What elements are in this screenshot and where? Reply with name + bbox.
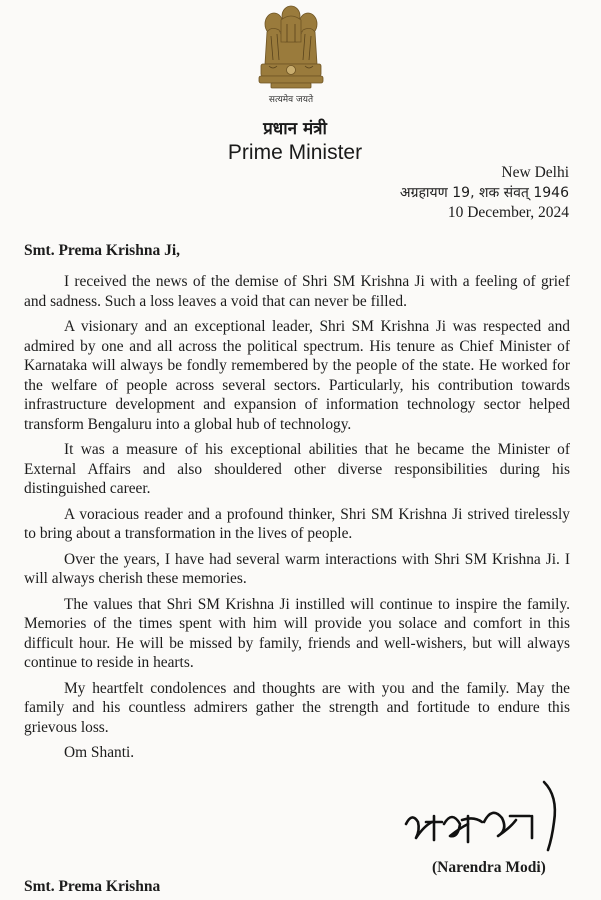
place: New Delhi	[501, 164, 569, 181]
letter-body	[24, 272, 570, 769]
signature	[398, 776, 578, 862]
paragraph-8: Om Shanti.	[64, 744, 135, 761]
place-date-block	[400, 163, 569, 223]
title-hindi: प्रधान मंत्री	[263, 119, 327, 139]
date-hindi: अग्रहायण 19, शक संवत् 1946	[399, 185, 569, 201]
paragraph-3: It was a measure of his exceptional abilities that he became the Minister of External Affairs and also shouldered other diverse responsibilities during his distinguished career.	[24, 441, 570, 497]
date-english: 10 December, 2024	[447, 204, 569, 221]
motto: सत्यमेव जयते	[268, 95, 314, 105]
page-title: Prime Minister	[227, 141, 363, 164]
paragraph-7: My heartfelt condolences and thoughts are with you and the family. May the family and his countless admirers gather the strength and fortitude to endure this grievous loss.	[24, 679, 570, 736]
paragraph-2: A visionary and an exceptional leader, Shri SM Krishna Ji was respected and admired by one and all across the political spectrum. His tenure as Chief Minister of Karnataka will always be fondly remembered by the people of the state. He worked for the welfare of people across several sectors. Particularly, his contribution towards infrastructure development and expansion of information technology sector helped transform Bengaluru into a global hub of technology.	[24, 318, 570, 433]
paragraph-1: I received the news of the demise of Shri SM Krishna Ji with a feeling of grief and sadness. Such a loss leaves a void that can never be filled.	[24, 273, 570, 310]
salutation: Smt. Prema Krishna Ji,	[24, 242, 180, 259]
paragraph-5: Over the years, I have had several warm interactions with Shri SM Krishna Ji. I will always cherish these memories.	[24, 550, 570, 587]
paragraph-4: A voracious reader and a profound thinker, Shri SM Krishna Ji strived tirelessly to bring about a transformation in the lives of people.	[24, 505, 570, 542]
addressee: Smt. Prema Krishna	[24, 878, 161, 895]
signer-name: (Narendra Modi)	[432, 859, 546, 876]
paragraph-6: The values that Shri SM Krishna Ji instilled will continue to inspire the family. Memories of the times spent with him will provide you solace and comfort in this difficult hour. He will be missed by family, friends and well-wishers, but will always continue to reside in hearts.	[24, 595, 570, 671]
